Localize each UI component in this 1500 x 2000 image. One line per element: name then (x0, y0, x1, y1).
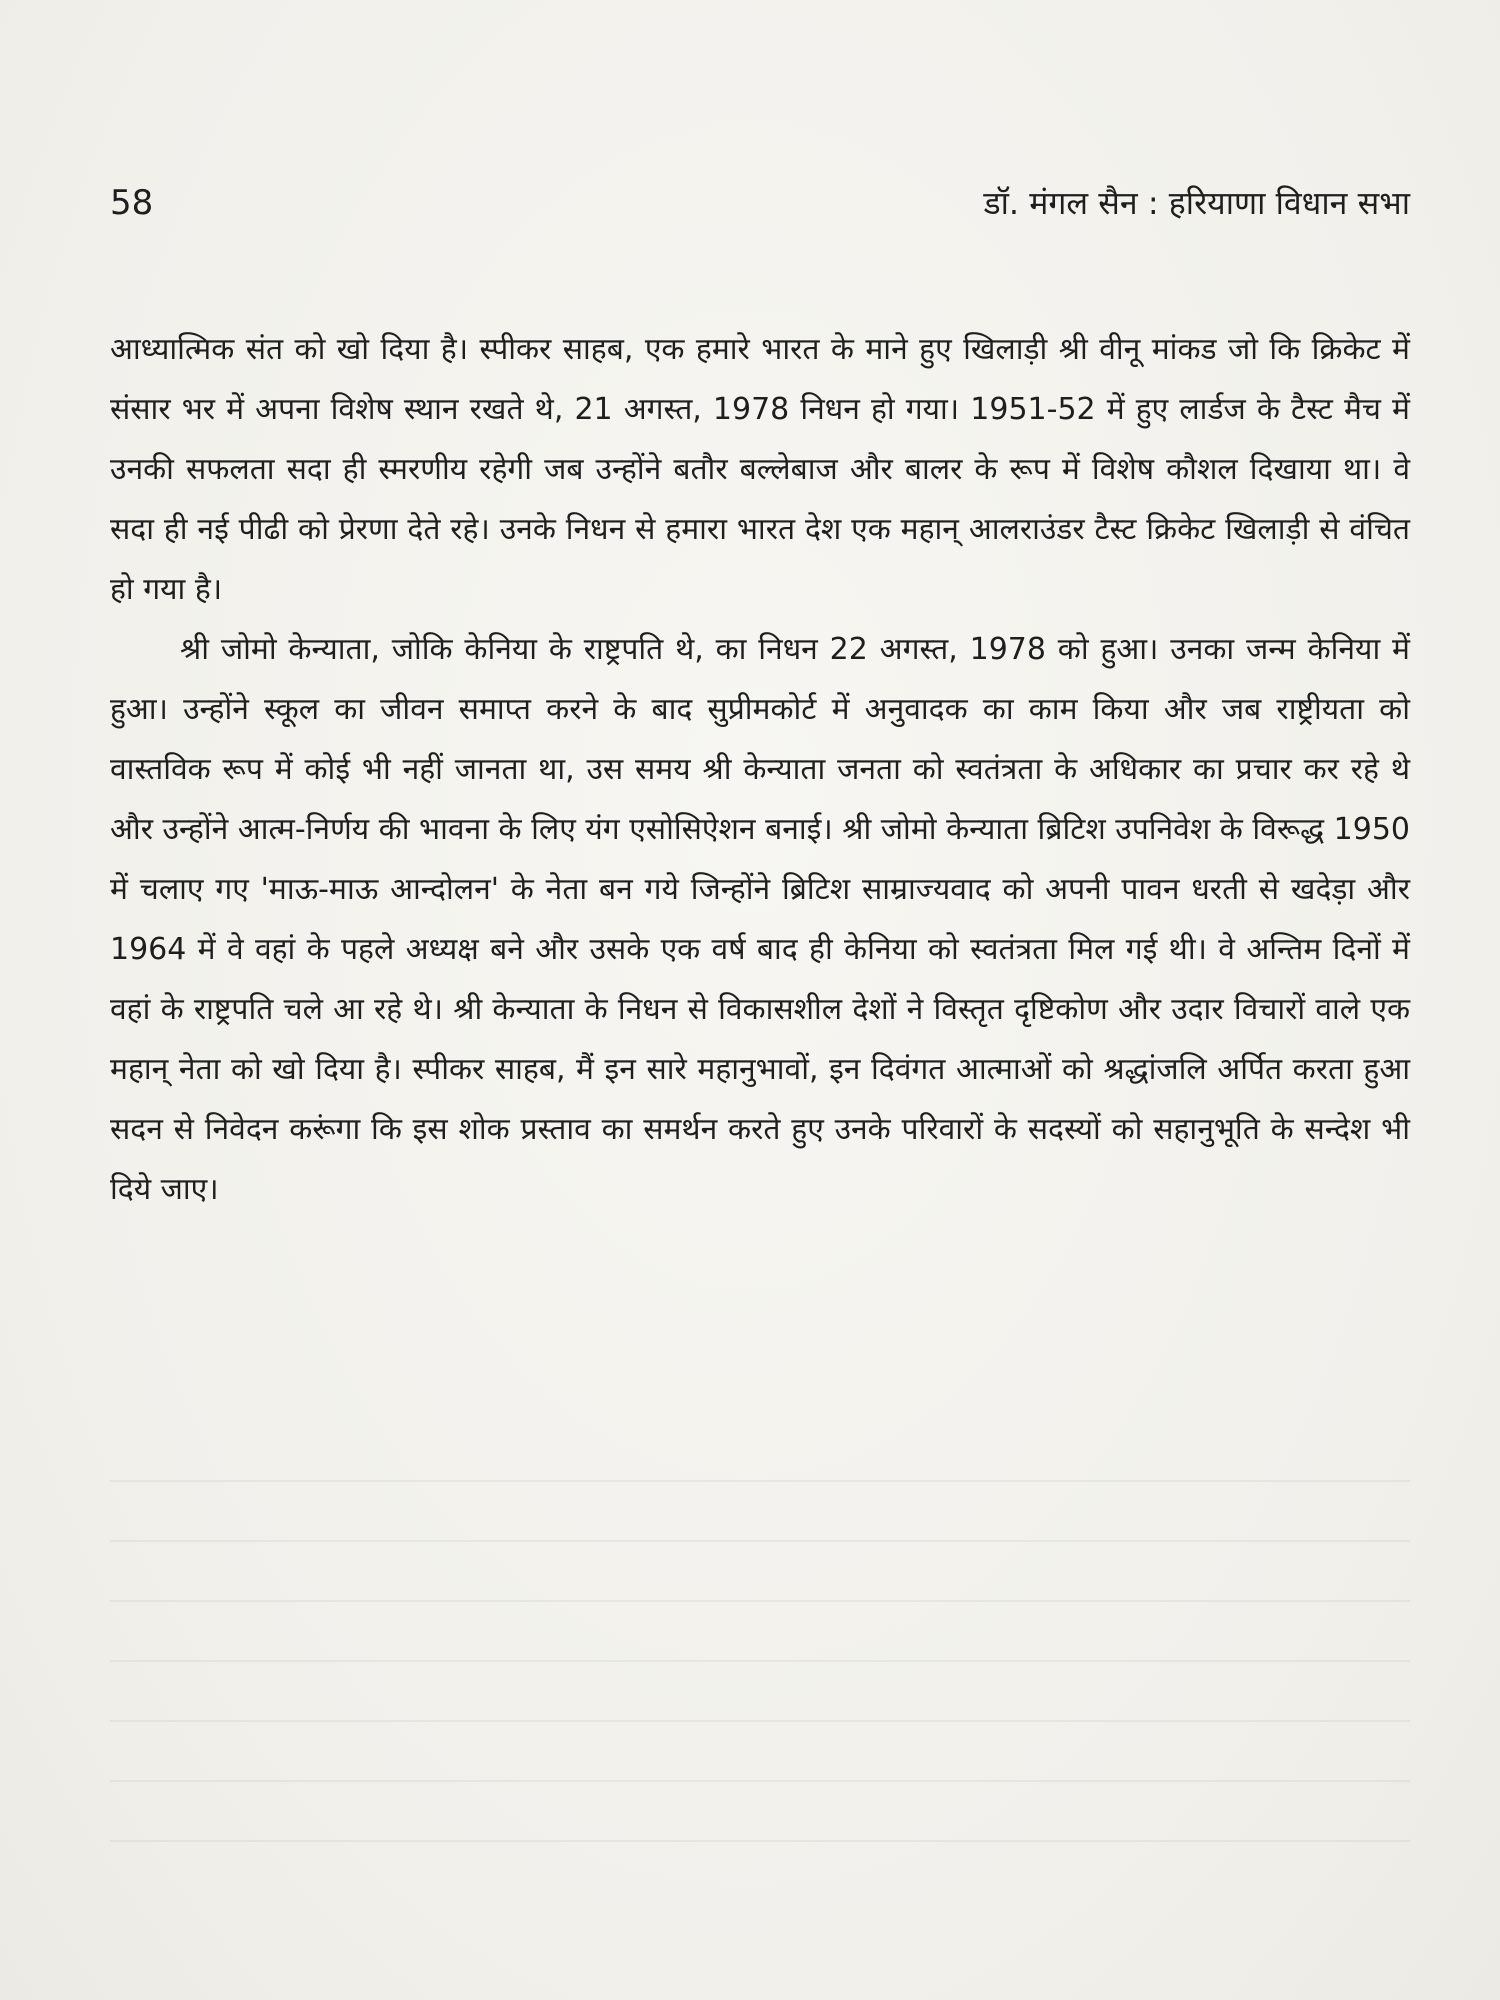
page-header (110, 178, 1410, 238)
bleed-through-texture (110, 1480, 1410, 1920)
paragraph-kenyatta: श्री जोमो केन्याता, जोकि केनिया के राष्ट्रपति थे, का निधन 22 अगस्त, 1978 को हुआ। उनका जन्म केनिया में हुआ। उन्होंने स्कूल का जीवन समाप्त करने के बाद सुप्रीमकोर्ट में अनुवादक का काम किया और जब राष्ट्रीयता को वास्तविक रूप में कोई भी नहीं जानता था, उस समय श्री केन्याता जनता को स्वतंत्रता के अधिकार का प्रचार कर रहे थे और उन्होंने आत्म-निर्णय की भावना के लिए यंग एसोसिऐशन बनाई। श्री जोमो केन्याता ब्रिटिश उपनिवेश के विरूद्ध 1950 में चलाए गए 'माऊ-माऊ आन्दोलन' के नेता बन गये जिन्होंने ब्रिटिश साम्राज्यवाद को अपनी पावन धरती से खदेड़ा और 1964 में वे वहां के पहले अध्यक्ष बने और उसके एक वर्ष बाद ही केनिया को स्वतंत्रता मिल गई थी। वे अन्तिम दिनों में वहां के राष्ट्रपति चले आ रहे थे। श्री केन्याता के निधन से विकासशील देशों ने विस्तृत दृष्टिकोण और उदार विचारों वाले एक महान् नेता को खो दिया है। स्पीकर साहब, मैं इन सारे महानुभावों, इन दिवंगत आत्माओं को श्रद्धांजलि अर्पित करता हुआ सदन से निवेदन करूंगा कि इस शोक प्रस्ताव का समर्थन करते हुए उनके परिवारों के सदस्यों को सहानुभूति के सन्देश भी दिये जाए। (110, 632, 1410, 1207)
body-text (110, 320, 1410, 1220)
running-title: डॉ. मंगल सैन : हरियाणा विधान सभा (983, 184, 1410, 222)
paragraph-mankad: आध्यात्मिक संत को खो दिया है। स्पीकर साहब, एक हमारे भारत के माने हुए खिलाड़ी श्री वीनू मांकड जो कि क्रिकेट में संसार भर में अपना विशेष स्थान रखते थे, 21 अगस्त, 1978 निधन हो गया। 1951-52 में हुए लार्डज के टैस्ट मैच में उनकी सफलता सदा ही स्मरणीय रहेगी जब उन्होंने बतौर बल्लेबाज और बालर के रूप में विशेष कौशल दिखाया था। वे सदा ही नई पीढी को प्रेरणा देते रहे। उनके निधन से हमारा भारत देश एक महान् आलराउंडर टैस्ट क्रिकेट खिलाड़ी से वंचित हो गया है। (110, 332, 1410, 607)
page-number: 58 (110, 183, 154, 223)
